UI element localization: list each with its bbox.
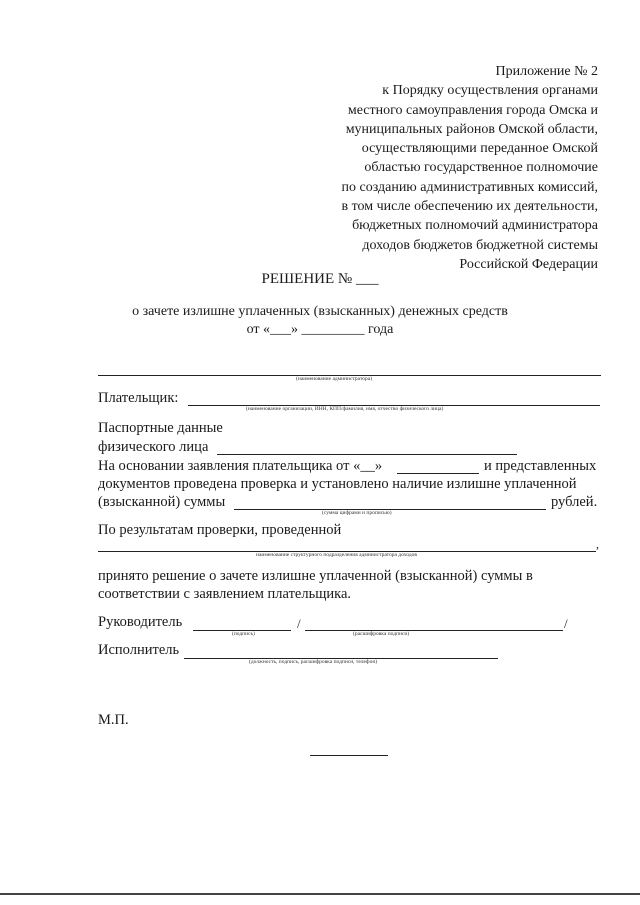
check-label: По результатам проверки, проведенной [98,522,342,538]
decision-line-2: соответствии с заявлением плательщика. [98,586,352,602]
basis-line-1b: и представленных [484,458,597,474]
passport-label: Паспортные данные [98,420,223,436]
payer-label: Плательщик: [98,390,179,406]
appendix-line: областью государственное полномочие [364,160,598,176]
executor-label: Исполнитель [98,642,180,658]
appendix-line: Приложение № 2 [495,64,598,79]
decision-title: РЕШЕНИЕ № ___ [261,271,379,287]
executor-caption: (должность, подпись, расшифровка подписи, телефон) [249,659,378,665]
appendix-line: к Порядку осуществления органами [382,83,598,99]
decision-line-1: принято решение о зачете излишне уплаченной (взысканной) суммы в [98,568,533,584]
signature-caption: (подпись) [232,631,255,637]
appendix-line: бюджетных полномочий администратора [352,218,598,234]
payer-caption: (наименование организации, ИНН, КПП/фамилия, имя, отчество физического лица) [246,406,444,412]
appendix-header [342,62,599,274]
appendix-line: Российской Федерации [459,256,598,272]
passport-label-2: физического лица [98,439,209,455]
stamp-label: М.П. [98,712,129,728]
page-bottom-edge [0,893,640,895]
decision-date: от «___» _________ года [246,322,394,337]
appendix-line: по созданию административных комиссий, [341,179,598,195]
sum-caption: (сумма цифрами и прописью) [322,510,392,516]
basis-line-1: На основании заявления плательщика от «__» [98,458,383,474]
appendix-line: муниципальных районов Омской области, [345,121,598,137]
basis-line-2: документов проведена проверка и установлено наличие излишне уплаченной [98,476,577,492]
appendix-line: осуществляющими переданное Омской [361,141,598,157]
head-slash-right: / [564,616,568,631]
division-comma: , [596,537,599,551]
appendix-line: в том числе обеспечению их деятельности, [341,199,598,215]
head-label: Руководитель [98,614,183,630]
passport-line[interactable] [217,454,517,455]
head-name-line[interactable] [305,630,563,631]
signature-decode-caption: (расшифровка подписи) [353,631,410,637]
admin-name-caption: (наименование администратора) [296,376,373,382]
appendix-line: доходов бюджетов бюджетной системы [362,237,598,253]
division-caption: наименование структурного подразделения администратора доходов [256,552,417,558]
head-slash-left: / [297,616,301,631]
footer-divider [310,755,388,756]
application-date-line[interactable] [397,473,479,474]
decision-subtitle: о зачете излишне уплаченных (взысканных) денежных средств [132,304,508,319]
rubles-label: рублей. [551,494,598,510]
basis-line-3: (взысканной) суммы [98,494,226,510]
appendix-line: местного самоуправления города Омска и [347,102,598,118]
